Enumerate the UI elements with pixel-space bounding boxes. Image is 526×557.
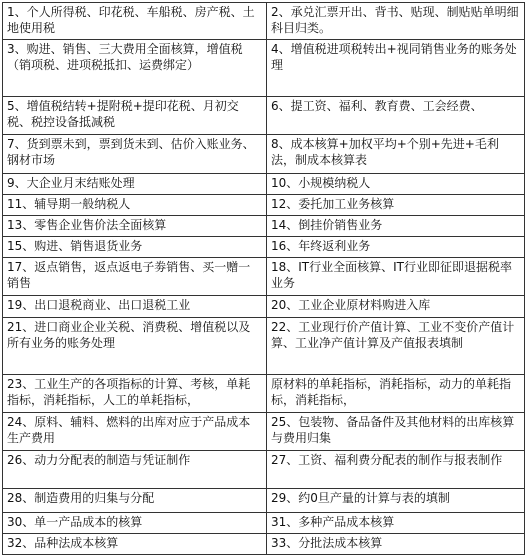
table-row [3, 97, 525, 135]
table-row [3, 40, 525, 97]
table-cell: 2、承兑汇票开出、背书、贴现、制贴贴单明细科目归类。 [267, 3, 525, 40]
table-cell: 8、成本核算+加权平均+个别+先进+毛利法，制成本核算表 [267, 135, 525, 173]
table-cell: 20、工业企业原材料购进入库 [267, 296, 525, 317]
table-cell: 7、货到票未到，票到货未到、估价入账业务、钢材市场 [3, 135, 267, 173]
table-row [3, 412, 525, 450]
course-topics-table [2, 2, 525, 555]
table-cell: 30、单一产品成本的核算 [3, 512, 267, 533]
table-cell: 10、小规模纳税人 [267, 173, 525, 194]
table-cell: 4、增值税进项税转出+视同销售业务的账务处理 [267, 40, 525, 97]
table-cell: 22、工业现行价产值计算、工业不变价产值计算、工业净产值计算及产值报表填制 [267, 317, 525, 374]
table-row [3, 489, 525, 512]
table-cell: 26、动力分配表的制造与凭证制作 [3, 451, 267, 489]
table-row [3, 317, 525, 374]
table-cell: 3、购进、销售、三大费用全面核算，增值税（销项税、进项税抵扣、运费绑定） [3, 40, 267, 97]
table-row [3, 237, 525, 258]
table-row [3, 512, 525, 533]
table-cell: 15、购进、销售退货业务 [3, 237, 267, 258]
table-cell: 18、IT行业全面核算、IT行业即征即退据税率业务 [267, 258, 525, 296]
table-cell: 1、个人所得税、印花税、车船税、房产税、土地使用税 [3, 3, 267, 40]
table-cell: 27、工资、福利费分配表的制作与报表制作 [267, 451, 525, 489]
table-cell: 13、零售企业售价法全面核算 [3, 215, 267, 236]
table-row [3, 533, 525, 554]
table-row [3, 194, 525, 215]
table-cell: 32、品种法成本核算 [3, 533, 267, 554]
table-cell: 5、增值税结转+提附税+提印花税、月初交税、税控设备抵减税 [3, 97, 267, 135]
table-cell: 6、提工资、福利、教育费、工会经费、 [267, 97, 525, 135]
table-cell: 11、辅导期一般纳税人 [3, 194, 267, 215]
table-row [3, 296, 525, 317]
table-cell: 31、多种产品成本核算 [267, 512, 525, 533]
table-cell: 17、返点销售，返点返电子劵销售、买一赠一销售 [3, 258, 267, 296]
table-cell: 33、分批法成本核算 [267, 533, 525, 554]
table-cell: 24、原料、辅料、燃料的出库对应于产品成本生产费用 [3, 412, 267, 450]
table-cell: 29、约0旦产量的计算与表的填制 [267, 489, 525, 512]
table-cell: 21、进口商业企业关税、消费税、增值税以及所有业务的账务处理 [3, 317, 267, 374]
table-row [3, 215, 525, 236]
table-row [3, 173, 525, 194]
table-cell: 原材料的单耗指标，消耗指标，动力的单耗指标，消耗指标， [267, 374, 525, 412]
table-cell: 16、年终返利业务 [267, 237, 525, 258]
table-cell: 23、工业生产的各项指标的计算、考核，单耗指标，消耗指标，人工的单耗指标， [3, 374, 267, 412]
table-row [3, 3, 525, 40]
table-cell: 28、制造费用的归集与分配 [3, 489, 267, 512]
table-row [3, 258, 525, 296]
table-cell: 12、委托加工业务核算 [267, 194, 525, 215]
table-cell: 25、包装物、备品备件及其他材料的出库核算与费用归集 [267, 412, 525, 450]
table-row [3, 374, 525, 412]
table-row [3, 451, 525, 489]
table-cell: 9、大企业月末结账处理 [3, 173, 267, 194]
table-cell: 19、出口退税商业、出口退税工业 [3, 296, 267, 317]
table-row [3, 135, 525, 173]
table-cell: 14、倒挂价销售业务 [267, 215, 525, 236]
